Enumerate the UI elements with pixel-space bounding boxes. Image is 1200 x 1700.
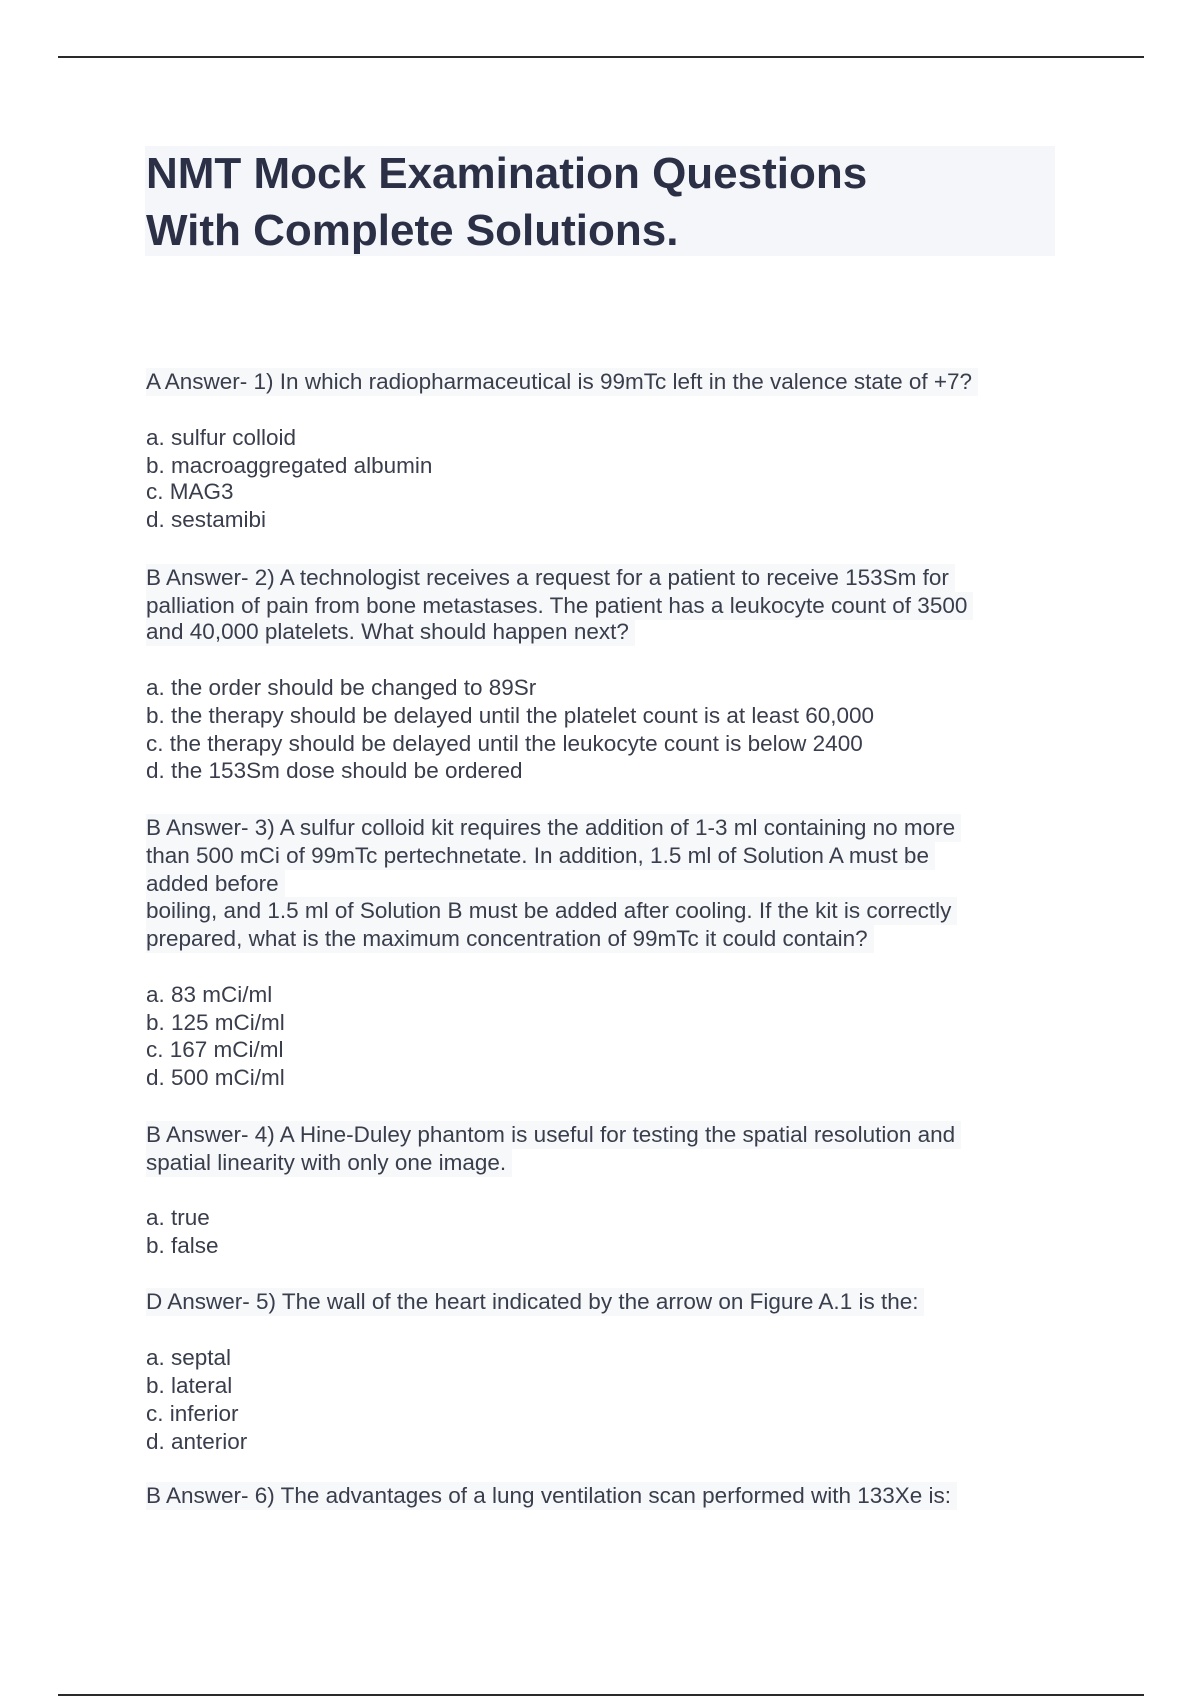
question-2-line-1: B Answer- 2) A technologist receives a request for a patient to receive 153Sm for	[146, 564, 955, 592]
question-1-option-a: a. sulfur colloid	[146, 425, 297, 450]
question-4-line-2: spatial linearity with only one image.	[146, 1149, 512, 1177]
question-4-option-a: a. true	[146, 1205, 210, 1230]
question-3-line-3: added before	[146, 870, 285, 898]
question-4-option-b: b. false	[146, 1233, 219, 1258]
question-3-line-2: than 500 mCi of 99mTc pertechnetate. In addition, 1.5 ml of Solution A must be	[146, 842, 935, 870]
question-2-line-3: and 40,000 platelets. What should happen next?	[146, 618, 635, 646]
page-title-line-1: NMT Mock Examination Questions	[146, 149, 868, 198]
question-2-line-2: palliation of pain from bone metastases. The patient has a leukocyte count of 3500	[146, 592, 973, 620]
question-6-line-1: B Answer- 6) The advantages of a lung ventilation scan performed with 133Xe is:	[146, 1482, 957, 1510]
question-3-line-5: prepared, what is the maximum concentration of 99mTc it could contain?	[146, 925, 874, 953]
question-1-option-d: d. sestamibi	[146, 507, 267, 532]
question-2-option-c: c. the therapy should be delayed until the leukocyte count is below 2400	[146, 731, 863, 756]
top-rule	[58, 56, 1144, 58]
question-5-line-1: D Answer- 5) The wall of the heart indicated by the arrow on Figure A.1 is the:	[146, 1288, 924, 1316]
question-2-option-d: d. the 153Sm dose should be ordered	[146, 758, 523, 783]
question-2-option-b: b. the therapy should be delayed until the platelet count is at least 60,000	[146, 703, 875, 728]
question-4-line-1: B Answer- 4) A Hine-Duley phantom is useful for testing the spatial resolution and	[146, 1121, 961, 1149]
question-5-option-b: b. lateral	[146, 1373, 233, 1398]
question-3-line-4: boiling, and 1.5 ml of Solution B must be added after cooling. If the kit is correctly	[146, 897, 957, 925]
bottom-rule	[58, 1694, 1144, 1696]
question-3-option-d: d. 500 mCi/ml	[146, 1065, 285, 1090]
question-1-line-1: A Answer- 1) In which radiopharmaceutical is 99mTc left in the valence state of +7?	[146, 368, 978, 396]
question-5-option-c: c. inferior	[146, 1401, 239, 1426]
question-5-option-d: d. anterior	[146, 1429, 248, 1454]
question-3-option-c: c. 167 mCi/ml	[146, 1037, 284, 1062]
page-title-line-2: With Complete Solutions.	[146, 206, 679, 255]
question-2-option-a: a. the order should be changed to 89Sr	[146, 675, 537, 700]
question-5-option-a: a. septal	[146, 1345, 232, 1370]
question-1-option-c: c. MAG3	[146, 479, 234, 504]
question-3-line-1: B Answer- 3) A sulfur colloid kit requires the addition of 1-3 ml containing no more	[146, 814, 961, 842]
question-1-option-b: b. macroaggregated albumin	[146, 453, 433, 478]
question-3-option-a: a. 83 mCi/ml	[146, 982, 273, 1007]
question-3-option-b: b. 125 mCi/ml	[146, 1010, 285, 1035]
